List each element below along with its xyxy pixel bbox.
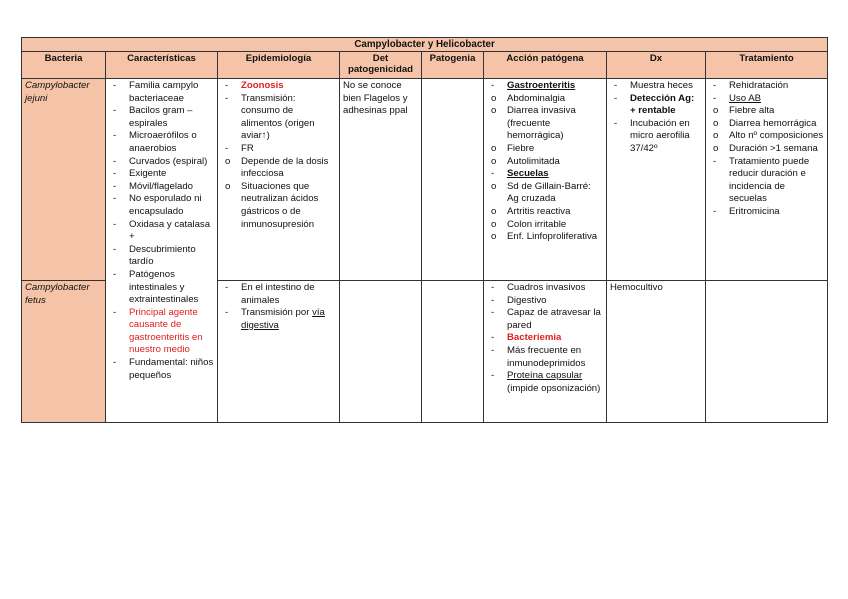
list-item bbox=[221, 282, 336, 307]
bullet-marker: - bbox=[113, 306, 117, 318]
det-cell-jejuni: No se conoce bien Flagelos y adhesinas ppal bbox=[340, 79, 422, 281]
list-item-text: Diarrea invasiva (frecuente hemorrágica) bbox=[507, 105, 576, 142]
bullet-marker: o bbox=[225, 180, 231, 192]
list-item bbox=[221, 93, 336, 143]
list-item-text: Curvados (espiral) bbox=[129, 155, 208, 167]
list-item bbox=[221, 181, 336, 231]
list-item bbox=[487, 345, 603, 370]
list-item bbox=[109, 357, 214, 382]
list-item bbox=[221, 307, 336, 332]
patogenia-cell-fetus bbox=[422, 281, 484, 423]
epidemiologia-list bbox=[221, 80, 336, 231]
list-item bbox=[487, 370, 603, 395]
dx-list bbox=[610, 80, 702, 156]
bullet-marker: - bbox=[113, 80, 117, 91]
bullet-marker: o bbox=[713, 105, 719, 117]
bacteria-name-fetus: Campylobacter fetus bbox=[22, 281, 106, 423]
list-item bbox=[487, 282, 603, 295]
bullet-marker: - bbox=[614, 117, 618, 129]
list-item-text: Descubrimiento tardío bbox=[129, 243, 196, 268]
list-item-text: Rehidratación bbox=[729, 80, 789, 91]
bullet-marker: o bbox=[713, 117, 719, 129]
list-item-text: Transmisión por bbox=[241, 307, 313, 319]
bullet-marker: - bbox=[113, 155, 117, 167]
list-item bbox=[709, 118, 824, 131]
list-item-text: Digestivo bbox=[507, 294, 547, 306]
tratamiento-cell-fetus bbox=[706, 281, 828, 423]
list-item bbox=[109, 307, 214, 357]
list-item bbox=[109, 80, 214, 105]
list-item-text: Más frecuente en inmunodeprimidos bbox=[507, 344, 586, 369]
list-item-text: Muestra heces bbox=[630, 80, 693, 91]
list-item bbox=[487, 93, 603, 106]
summary-table bbox=[21, 37, 828, 423]
bullet-marker: - bbox=[113, 193, 117, 205]
list-item bbox=[109, 105, 214, 130]
header-dx: Dx bbox=[607, 52, 706, 79]
bullet-marker: - bbox=[113, 357, 117, 369]
bullet-marker: o bbox=[491, 205, 497, 217]
table-row-jejuni bbox=[22, 79, 828, 281]
list-item-text: Fiebre alta bbox=[729, 105, 775, 117]
bullet-marker: - bbox=[113, 268, 117, 280]
list-item-text: Incubación en micro aerofilia 37/42º bbox=[630, 117, 690, 154]
header-patogenia: Patogenia bbox=[422, 52, 484, 79]
bullet-marker: - bbox=[225, 282, 229, 293]
list-item bbox=[709, 93, 824, 106]
tratamiento-cell-jejuni bbox=[706, 79, 828, 281]
list-item bbox=[109, 269, 214, 307]
accion-list bbox=[487, 80, 603, 244]
det-cell-fetus bbox=[340, 281, 422, 423]
list-item-text: Gastroenteritis bbox=[507, 80, 576, 91]
bullet-marker: - bbox=[225, 142, 229, 154]
list-item-text: FR bbox=[241, 142, 254, 154]
bullet-marker: - bbox=[713, 92, 717, 104]
list-item bbox=[487, 168, 603, 181]
bullet-marker: o bbox=[491, 92, 497, 104]
bullet-marker: o bbox=[491, 105, 497, 117]
bullet-marker: - bbox=[113, 243, 117, 255]
bullet-marker: - bbox=[713, 155, 717, 167]
list-item-text: Capaz de atravesar la pared bbox=[507, 307, 601, 331]
list-item bbox=[487, 307, 603, 332]
list-item bbox=[221, 156, 336, 181]
list-item-text: Zoonosis bbox=[241, 80, 284, 91]
list-item-text: Autolimitada bbox=[507, 155, 560, 167]
header-tratamiento: Tratamiento bbox=[706, 52, 828, 79]
bullet-marker: - bbox=[113, 130, 117, 142]
list-item-text: Oxidasa y catalasa + bbox=[129, 218, 211, 243]
bullet-marker: o bbox=[713, 130, 719, 142]
list-item bbox=[221, 143, 336, 156]
bullet-marker: - bbox=[225, 307, 229, 319]
bullet-marker: - bbox=[491, 344, 495, 356]
list-item-text: Duración >1 semana bbox=[729, 142, 818, 154]
list-item bbox=[109, 244, 214, 269]
list-item bbox=[610, 93, 702, 118]
bullet-marker: o bbox=[491, 142, 497, 154]
bullet-marker: - bbox=[614, 80, 618, 91]
list-item-text: Fundamental: niños pequeños bbox=[129, 357, 214, 381]
list-item bbox=[109, 193, 214, 218]
epidemiologia-cell-jejuni bbox=[218, 79, 340, 281]
list-item-text: Transmisión: consumo de alimentos (origen aviar bbox=[241, 92, 315, 142]
list-item bbox=[487, 219, 603, 232]
list-item-text: Situaciones que neutralizan ácidos gástricos o de inmunosupresión bbox=[241, 180, 319, 230]
accion-cell-fetus bbox=[484, 281, 607, 423]
patogenia-cell-jejuni bbox=[422, 79, 484, 281]
bullet-marker: - bbox=[713, 80, 717, 91]
accion-cell-jejuni bbox=[484, 79, 607, 281]
list-item bbox=[109, 219, 214, 244]
list-item bbox=[487, 143, 603, 156]
header-bacteria: Bacteria bbox=[22, 52, 106, 79]
header-caracteristicas: Características bbox=[106, 52, 218, 79]
tratamiento-list bbox=[709, 80, 824, 219]
bullet-marker: - bbox=[614, 92, 618, 104]
list-item bbox=[487, 80, 603, 93]
caracteristicas-cell bbox=[106, 79, 218, 423]
table-title: Campylobacter y Helicobacter bbox=[22, 38, 828, 52]
list-item-suffix: ↑) bbox=[261, 130, 270, 142]
bullet-marker: o bbox=[491, 218, 497, 230]
bullet-marker: o bbox=[491, 155, 497, 167]
list-item bbox=[487, 181, 603, 206]
list-item-text: Secuelas bbox=[507, 168, 549, 180]
header-det-patogenicidad: Det patogenicidad bbox=[340, 52, 422, 79]
list-item-text: Eritromicina bbox=[729, 205, 780, 217]
list-item-text: Depende de la dosis infecciosa bbox=[241, 155, 329, 180]
bullet-marker: - bbox=[225, 92, 229, 104]
list-item-text: Familia campylo bacteriaceae bbox=[129, 80, 199, 104]
list-item-text: Colon irritable bbox=[507, 218, 567, 230]
list-item bbox=[709, 143, 824, 156]
list-item bbox=[709, 80, 824, 93]
bullet-marker: - bbox=[113, 168, 117, 180]
list-item-text: Detección Ag: + rentable bbox=[630, 92, 695, 117]
list-item bbox=[109, 130, 214, 155]
bullet-marker: o bbox=[491, 180, 497, 192]
list-item bbox=[709, 206, 824, 219]
list-item bbox=[487, 105, 603, 143]
accion-list bbox=[487, 282, 603, 395]
list-item-text: Tratamiento puede reducir duración e incidencia de secuelas bbox=[729, 155, 810, 205]
list-item bbox=[487, 156, 603, 169]
header-epidemiologia: Epidemiología bbox=[218, 52, 340, 79]
bullet-marker: o bbox=[713, 142, 719, 154]
list-item bbox=[487, 231, 603, 244]
bullet-marker: - bbox=[713, 205, 717, 217]
bullet-marker: - bbox=[491, 332, 495, 344]
list-item-text: Enf. Linfoproliferativa bbox=[507, 231, 598, 243]
list-item-text: En el intestino de animales bbox=[241, 282, 315, 306]
list-item bbox=[610, 118, 702, 156]
list-item-text: Móvil/flagelado bbox=[129, 180, 193, 192]
list-item bbox=[709, 105, 824, 118]
list-item-text: Proteína capsular bbox=[507, 370, 583, 382]
list-item-text: Exigente bbox=[129, 168, 167, 180]
caracteristicas-list bbox=[109, 80, 214, 382]
list-item bbox=[487, 206, 603, 219]
bullet-marker: - bbox=[491, 370, 495, 382]
bullet-marker: - bbox=[491, 294, 495, 306]
epidemiologia-cell-fetus bbox=[218, 281, 340, 423]
list-item-tail: vía digestiva bbox=[241, 307, 325, 331]
list-item bbox=[221, 80, 336, 93]
bullet-marker: o bbox=[225, 155, 231, 167]
list-item bbox=[610, 80, 702, 93]
bacteria-name-jejuni: Campylobacter jejuni bbox=[22, 79, 106, 281]
bullet-marker: - bbox=[113, 218, 117, 230]
list-item-text: Sd de Gillain-Barré: Ag cruzada bbox=[507, 180, 591, 205]
list-item bbox=[109, 181, 214, 194]
list-item-text: Bacteriemia bbox=[507, 332, 562, 344]
list-item-text: Uso AB bbox=[729, 92, 761, 104]
list-item-tail: (impide opsonización) bbox=[507, 382, 601, 394]
list-item-text: No esporulado ni encapsulado bbox=[129, 193, 202, 217]
bullet-marker: - bbox=[491, 307, 495, 319]
list-item-text: Fiebre bbox=[507, 142, 535, 154]
list-item-text: Artritis reactiva bbox=[507, 205, 571, 217]
list-item-text: Principal agente causante de gastroenteritis en nuestro medio bbox=[129, 306, 203, 356]
list-item bbox=[487, 332, 603, 345]
list-item bbox=[709, 130, 824, 143]
bullet-marker: - bbox=[225, 80, 229, 91]
bullet-marker: - bbox=[113, 105, 117, 117]
list-item-text: Abdominalgia bbox=[507, 92, 566, 104]
dx-cell-jejuni bbox=[607, 79, 706, 281]
bullet-marker: - bbox=[491, 80, 495, 91]
list-item-text: Cuadros invasivos bbox=[507, 282, 586, 293]
header-accion-patogena: Acción patógena bbox=[484, 52, 607, 79]
list-item-text: Bacilos gram – espirales bbox=[129, 105, 193, 129]
dx-cell-fetus: Hemocultivo bbox=[607, 281, 706, 423]
list-item bbox=[109, 168, 214, 181]
list-item bbox=[709, 156, 824, 206]
bullet-marker: - bbox=[491, 282, 495, 293]
bullet-marker: - bbox=[113, 180, 117, 192]
list-item bbox=[109, 156, 214, 169]
list-item-text: Patógenos intestinales y extraintestinales bbox=[129, 268, 199, 306]
list-item bbox=[487, 295, 603, 308]
epidemiologia-list bbox=[221, 282, 336, 332]
bullet-marker: o bbox=[491, 231, 497, 243]
bullet-marker: - bbox=[491, 168, 495, 180]
list-item-text: Microaerófilos o anaerobios bbox=[129, 130, 197, 154]
list-item-text: Alto nº composiciones bbox=[729, 130, 824, 142]
list-item-text: Diarrea hemorrágica bbox=[729, 117, 817, 129]
